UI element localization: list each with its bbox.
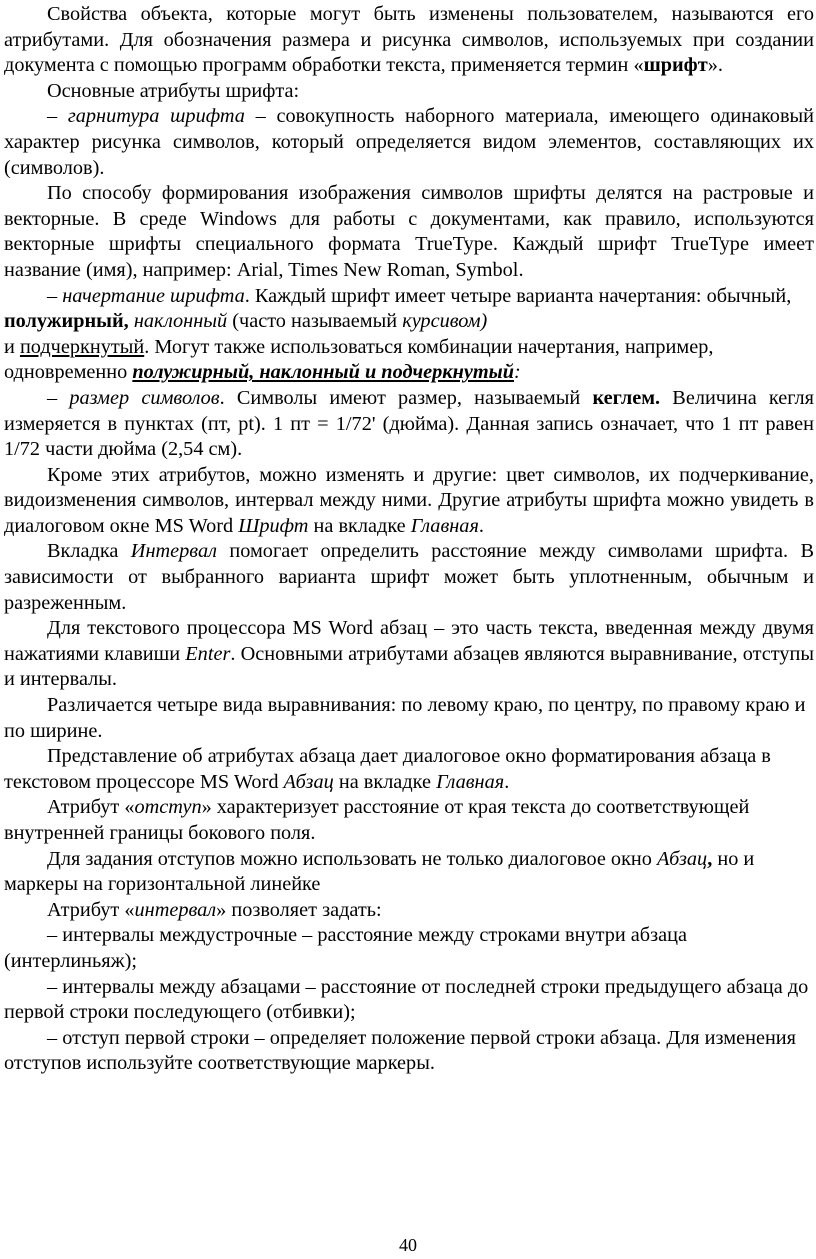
text: . Каждый шрифт имеет четыре варианта начертания: обычный,	[244, 284, 792, 307]
paragraph-typeface	[4, 104, 814, 181]
text: . Символы имеют размер, называемый	[219, 386, 593, 409]
paragraph-paragraph-dialog	[4, 744, 814, 795]
text: на вкладке	[308, 514, 411, 537]
list-item-line-spacing	[4, 923, 814, 974]
text: » позволяет задать:	[216, 898, 382, 921]
text: Атрибут «	[47, 898, 135, 921]
term-font-style: начертание шрифта	[62, 284, 245, 307]
text: .	[504, 770, 510, 793]
text: –	[47, 284, 63, 307]
text: ,	[707, 847, 713, 870]
text: – интервалы между абзацами – расстояние от последней строки предыдущего абзаца до первой строки последующего (отбивки);	[4, 975, 809, 1024]
paragraph-raster-vector	[4, 181, 814, 283]
text: помогает определить расстояние между символами шрифта. В зависимости от выбранного варианта шрифт может быть уплотненным, обычным и разреженным.	[4, 540, 814, 614]
paragraph-interval	[4, 898, 814, 924]
text: Величина кегля измеряется в пунктах (пт, pt). 1 пт = 1/72' (дюйма). Данная запись означает, что 1 пт равен 1/72 части дюйма (2,54 см).	[4, 386, 814, 461]
text: но и маркеры на горизонтальной линейке	[4, 847, 755, 896]
text: Представление об атрибутах абзаца дает диалоговое окно форматирования абзаца в текстовом процессоре MS Word	[4, 745, 771, 793]
term-font: шрифт	[643, 54, 708, 77]
term-enter-key: Enter	[185, 642, 231, 665]
text: –	[47, 386, 70, 409]
text: . Основными атрибутами абзацев являются выравнивание, отступы и интервалы.	[4, 642, 814, 691]
list-item-paragraph-spacing	[4, 975, 814, 1026]
paragraph-spacing-tab	[4, 539, 814, 616]
list-item-first-line-indent	[4, 1026, 814, 1077]
text: :	[513, 361, 521, 384]
term-indent: отступ	[134, 796, 202, 819]
paragraph-font-style	[4, 284, 814, 335]
text: По способу формирования изображения символов шрифты делятся на растровые и векторные. В среде Windows для работы с документами, как правило, используются векторные шрифты специального формата TrueType. Каждый шрифт TrueType имеет название (имя), например: Arial, Times New Roman, Symbol.	[4, 182, 814, 281]
paragraph-alignment	[4, 693, 814, 744]
text: Вкладка	[47, 540, 131, 563]
paragraph-paragraph-definition	[4, 616, 814, 693]
term-paragraph-dialog: Абзац	[283, 770, 334, 793]
term-underlined: подчеркнутый	[19, 335, 145, 358]
text: » характеризует расстояние от края текста до соответствующей внутренней границы бокового поля.	[4, 796, 750, 844]
term-paragraph-dialog: Абзац	[656, 847, 708, 870]
term-home-tab: Главная	[410, 514, 479, 537]
text: Основные атрибуты шрифта:	[47, 79, 300, 102]
term-point-size: кеглем.	[592, 386, 661, 409]
text: – отступ первой строки – определяет положение первой строки абзаца. Для изменения отступов используйте соответствующие маркеры.	[4, 1026, 796, 1075]
term-interval: интервал	[134, 898, 217, 921]
page-body	[4, 2, 814, 1077]
paragraph-main-attributes	[4, 79, 814, 105]
term-cursive: курсивом)	[402, 310, 488, 333]
text: Для текстового процессора MS Word абзац – это часть текста, введенная между двумя нажатиями клавиши	[4, 617, 814, 665]
term-bold: полужирный,	[4, 310, 129, 333]
text: .	[478, 514, 484, 537]
term-spacing-tab: Интервал	[130, 540, 217, 563]
paragraph-indent-markers	[4, 847, 814, 898]
term-font-size: размер символов	[69, 386, 220, 409]
text: ».	[707, 54, 723, 77]
text: – совокупность наборного материала, имеющего одинаковый характер рисунка символов, который определяется видом элементов, составляющих их (символов).	[4, 105, 814, 179]
text: . Могут также использоваться комбинации начертания, например, одновременно	[4, 335, 714, 384]
term-home-tab: Главная	[436, 770, 505, 793]
text: Свойства объекта, которые могут быть изменены пользователем, называются его атрибутами. Для обозначения размера и рисунка символов, используемых при создании документа с помощью программ обработки текста, применяется термин «	[4, 3, 814, 77]
text: Кроме этих атрибутов, можно изменять и другие: цвет символов, их подчеркивание, видоизменения символов, интервал между ними. Другие атрибуты шрифта можно увидеть в диалоговом окне MS Word	[4, 463, 814, 537]
text: на вкладке	[333, 770, 437, 793]
paragraph-attributes-definition	[4, 2, 814, 79]
paragraph-underline	[4, 335, 814, 386]
text: –	[47, 105, 68, 128]
text: Для задания отступов можно использовать не только диалоговое окно	[47, 847, 657, 870]
text: Различается четыре вида выравнивания: по левому краю, по центру, по правому краю и по ширине.	[4, 694, 806, 742]
term-oblique: наклонный	[133, 310, 228, 333]
term-combined-style: полужирный, наклонный и подчеркнутый	[132, 361, 514, 384]
text: и	[4, 335, 20, 358]
term-typeface: гарнитура шрифта	[67, 105, 245, 128]
text: Атрибут «	[47, 796, 135, 819]
term-font-dialog: Шрифт	[238, 514, 309, 537]
paragraph-font-size	[4, 386, 814, 463]
paragraph-indent	[4, 795, 814, 846]
text: (часто называемый	[227, 310, 403, 333]
text: – интервалы междустрочные – расстояние между строками внутри абзаца (интерлиньяж);	[4, 924, 687, 972]
page-number: 40	[399, 1235, 417, 1255]
paragraph-other-attributes	[4, 463, 814, 540]
